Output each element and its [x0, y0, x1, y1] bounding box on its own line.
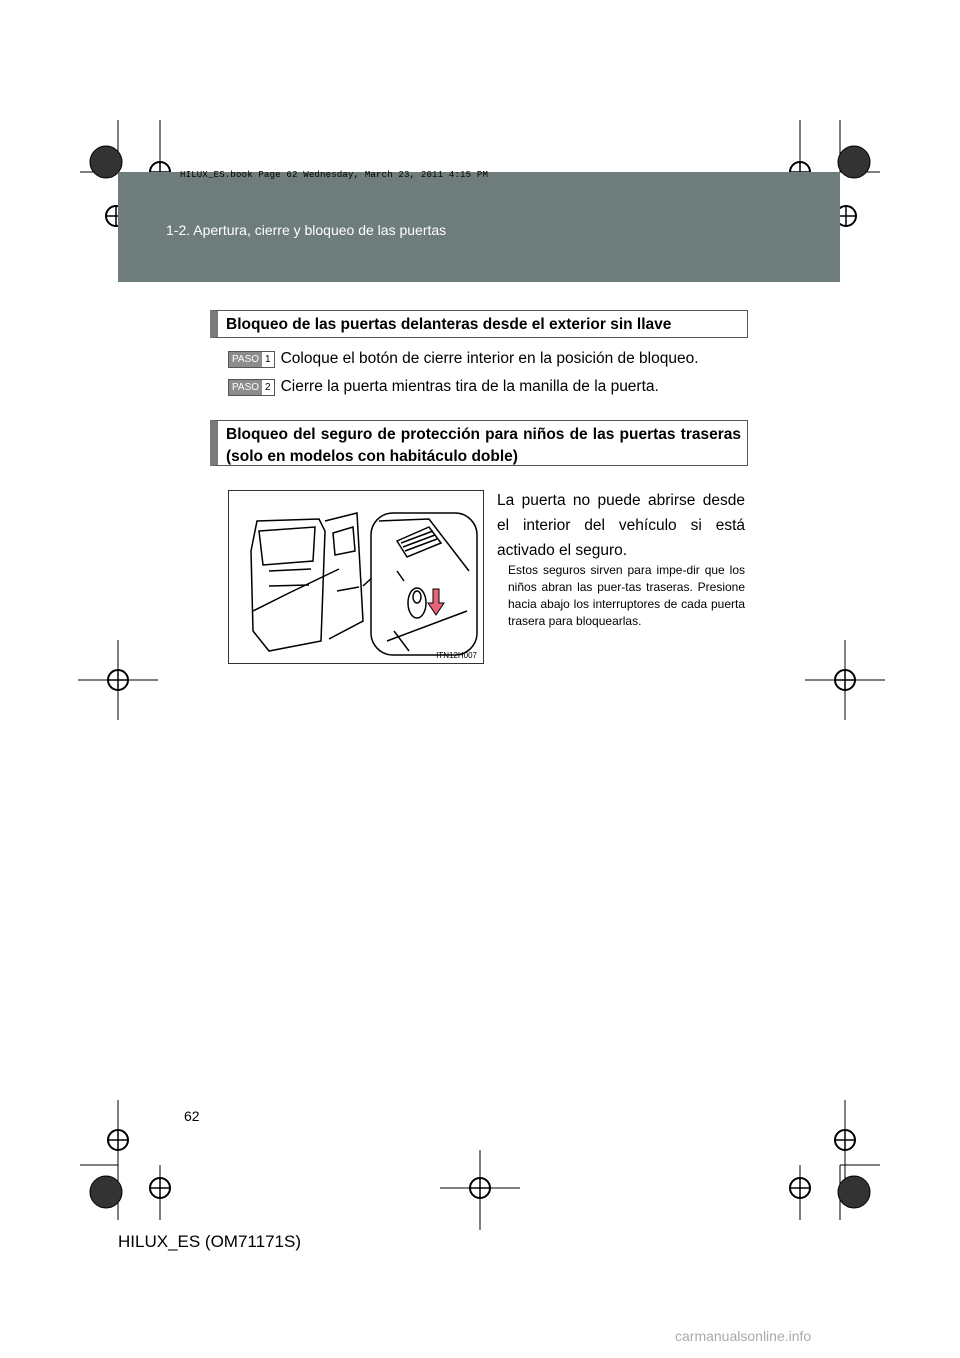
step-text: Coloque el botón de cierre interior en la posición de bloqueo. [280, 350, 699, 367]
figure-code: ITN12H007 [436, 651, 477, 660]
body-text: La puerta no puede abrirse desde el interior del vehículo si está activado el seguro. [497, 492, 745, 559]
section-label: 1-2. Apertura, cierre y bloqueo de las puertas [166, 222, 447, 238]
page-number: 62 [184, 1108, 200, 1124]
book-stamp: HILUX_ES.book Page 62 Wednesday, March 23, 2011 4:15 PM [180, 170, 489, 180]
note-text: Estos seguros sirven para impe-dir que los niños abran las puer-tas traseras. Presione hacia abajo los interruptores de cada puerta trasera para bloquearlas. [508, 563, 745, 628]
step-text: Cierre la puerta mientras tira de la manilla de la puerta. [280, 378, 659, 395]
step-badge: PASO 2 [228, 379, 275, 396]
watermark: carmanualsonline.info [675, 1328, 812, 1344]
section-heading-front-doors: Bloqueo de las puertas delanteras desde el exterior sin llave [210, 310, 748, 338]
section-heading-child-lock: Bloqueo del seguro de protección para niños de las puertas traseras (solo en modelos con habitáculo doble) [210, 420, 748, 466]
child-lock-illustration [228, 490, 484, 664]
door-illustration [229, 491, 483, 663]
step-badge: PASO 1 [228, 351, 275, 368]
step-1 [228, 350, 699, 368]
step-2 [228, 378, 659, 396]
manual-id: HILUX_ES (OM71171S) [118, 1232, 301, 1251]
